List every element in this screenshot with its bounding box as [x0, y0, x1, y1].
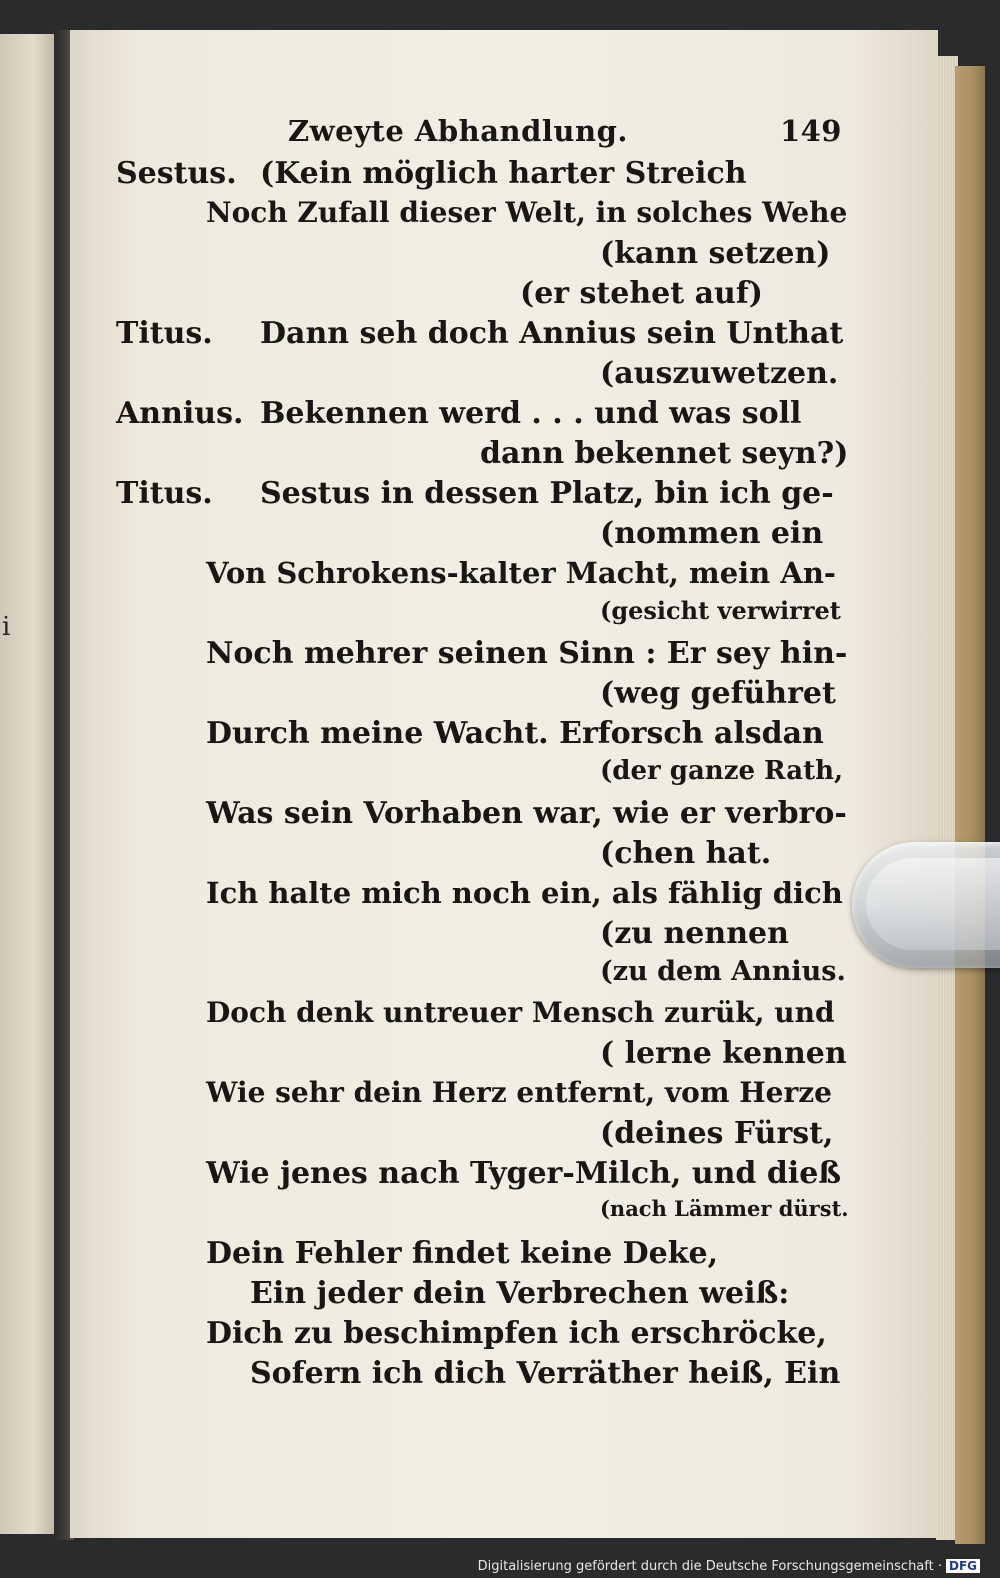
verse-line: [110, 1276, 850, 1316]
verse-line: [110, 996, 850, 1036]
verse-text: Dich zu beschimpfen ich erschröcke,: [206, 1316, 827, 1351]
running-head: Zweyte Abhandlung.: [288, 114, 628, 148]
verse-line: [110, 156, 850, 196]
verse-line: [110, 716, 850, 756]
verse-text: (weg geführet: [600, 676, 836, 711]
dfg-logo-icon: DFG: [946, 1559, 980, 1573]
page-text-column: [110, 108, 850, 1396]
verse-text: (auszuwetzen.: [600, 356, 839, 391]
digitization-credit: [478, 1559, 980, 1574]
verse-line: [110, 796, 850, 836]
verse-line: [110, 476, 850, 516]
verse-line: [110, 516, 850, 556]
speaker-name: Titus.: [116, 476, 213, 511]
verse-text: (er stehet auf): [520, 276, 763, 311]
verse-line: [110, 676, 850, 716]
verse-text: Was sein Vorhaben war, wie er verbro-: [206, 796, 847, 831]
book-clip-holder: [852, 842, 1000, 968]
verse-text: (Kein möglich harter Streich: [260, 156, 747, 191]
verse-line: [110, 1356, 850, 1396]
verse-text: (chen hat.: [600, 836, 772, 871]
verse-text: Noch mehrer seinen Sinn : Er sey hin-: [206, 636, 848, 671]
verse-text: (deines Fürst,: [600, 1116, 834, 1151]
verse-text: Noch Zufall dieser Welt, in solches Wehe: [206, 196, 848, 229]
verse-text: Wie jenes nach Tyger-Milch, und dieß: [206, 1156, 842, 1191]
verse-line: [110, 396, 850, 436]
verse-line: [110, 1116, 850, 1156]
verse-text: (gesicht verwirret: [600, 596, 841, 625]
speaker-name: Annius.: [116, 396, 244, 431]
verse-line: [110, 596, 850, 636]
verse-text: Sestus in dessen Platz, bin ich ge-: [260, 476, 834, 511]
verse-text: (nommen ein: [600, 516, 824, 551]
verse-text: Durch meine Wacht. Erforsch alsdan: [206, 716, 824, 751]
verse-line: [110, 1036, 850, 1076]
verse-line: [110, 876, 850, 916]
book-cover-edge: [955, 66, 985, 1544]
verse-text: Sofern ich dich Verräther heiß, Ein: [250, 1356, 841, 1391]
verse-text: Ein jeder dein Verbrechen weiß:: [250, 1276, 790, 1311]
verse-text: dann bekennet seyn?): [480, 436, 849, 471]
verse-text: Wie sehr dein Herz entfernt, vom Herze: [206, 1076, 832, 1109]
verse-text: (kann setzen): [600, 236, 831, 271]
verse-text: Ich halte mich noch ein, als fählig dich: [206, 876, 843, 910]
verse-line: [110, 196, 850, 236]
verse-text: (der ganze Rath,: [600, 756, 844, 786]
verse-lines: [110, 156, 850, 1396]
verse-line: [110, 1196, 850, 1236]
verse-line: [110, 436, 850, 476]
book-clip-highlight: [866, 858, 1000, 950]
verse-line: [110, 276, 850, 316]
page-header: [110, 108, 850, 156]
verse-line: [110, 1076, 850, 1116]
verse-text: ( lerne kennen: [600, 1036, 847, 1071]
speaker-name: Titus.: [116, 316, 213, 351]
verse-text: Dann seh doch Annius sein Unthat: [260, 316, 844, 351]
verse-text: (zu dem Annius.: [600, 956, 846, 987]
verse-line: [110, 956, 850, 996]
verse-text: Doch denk untreuer Mensch zurük, und: [206, 996, 835, 1029]
verse-line: [110, 836, 850, 876]
page-number: 149: [779, 114, 842, 148]
credit-text: Digitalisierung gefördert durch die Deutsche Forschungsgemeinschaft ·: [477, 1559, 942, 1574]
left-page-fragment: i: [2, 612, 11, 642]
verse-text: Dein Fehler findet keine Deke,: [206, 1236, 719, 1271]
verse-line: [110, 636, 850, 676]
verse-text: (nach Lämmer dürst.: [600, 1196, 849, 1221]
verse-line: [110, 1316, 850, 1356]
verse-line: [110, 1156, 850, 1196]
verse-text: (zu nennen: [600, 916, 789, 951]
verse-text: Bekennen werd . . . und was soll: [260, 396, 802, 431]
verse-line: [110, 356, 850, 396]
verse-line: [110, 916, 850, 956]
verse-line: [110, 1236, 850, 1276]
verse-text: Von Schrokens-kalter Macht, mein An-: [206, 556, 836, 590]
left-page-edge: [0, 34, 56, 1534]
verse-line: [110, 316, 850, 356]
verse-line: [110, 756, 850, 796]
verse-line: [110, 556, 850, 596]
speaker-name: Sestus.: [116, 156, 237, 191]
verse-line: [110, 236, 850, 276]
